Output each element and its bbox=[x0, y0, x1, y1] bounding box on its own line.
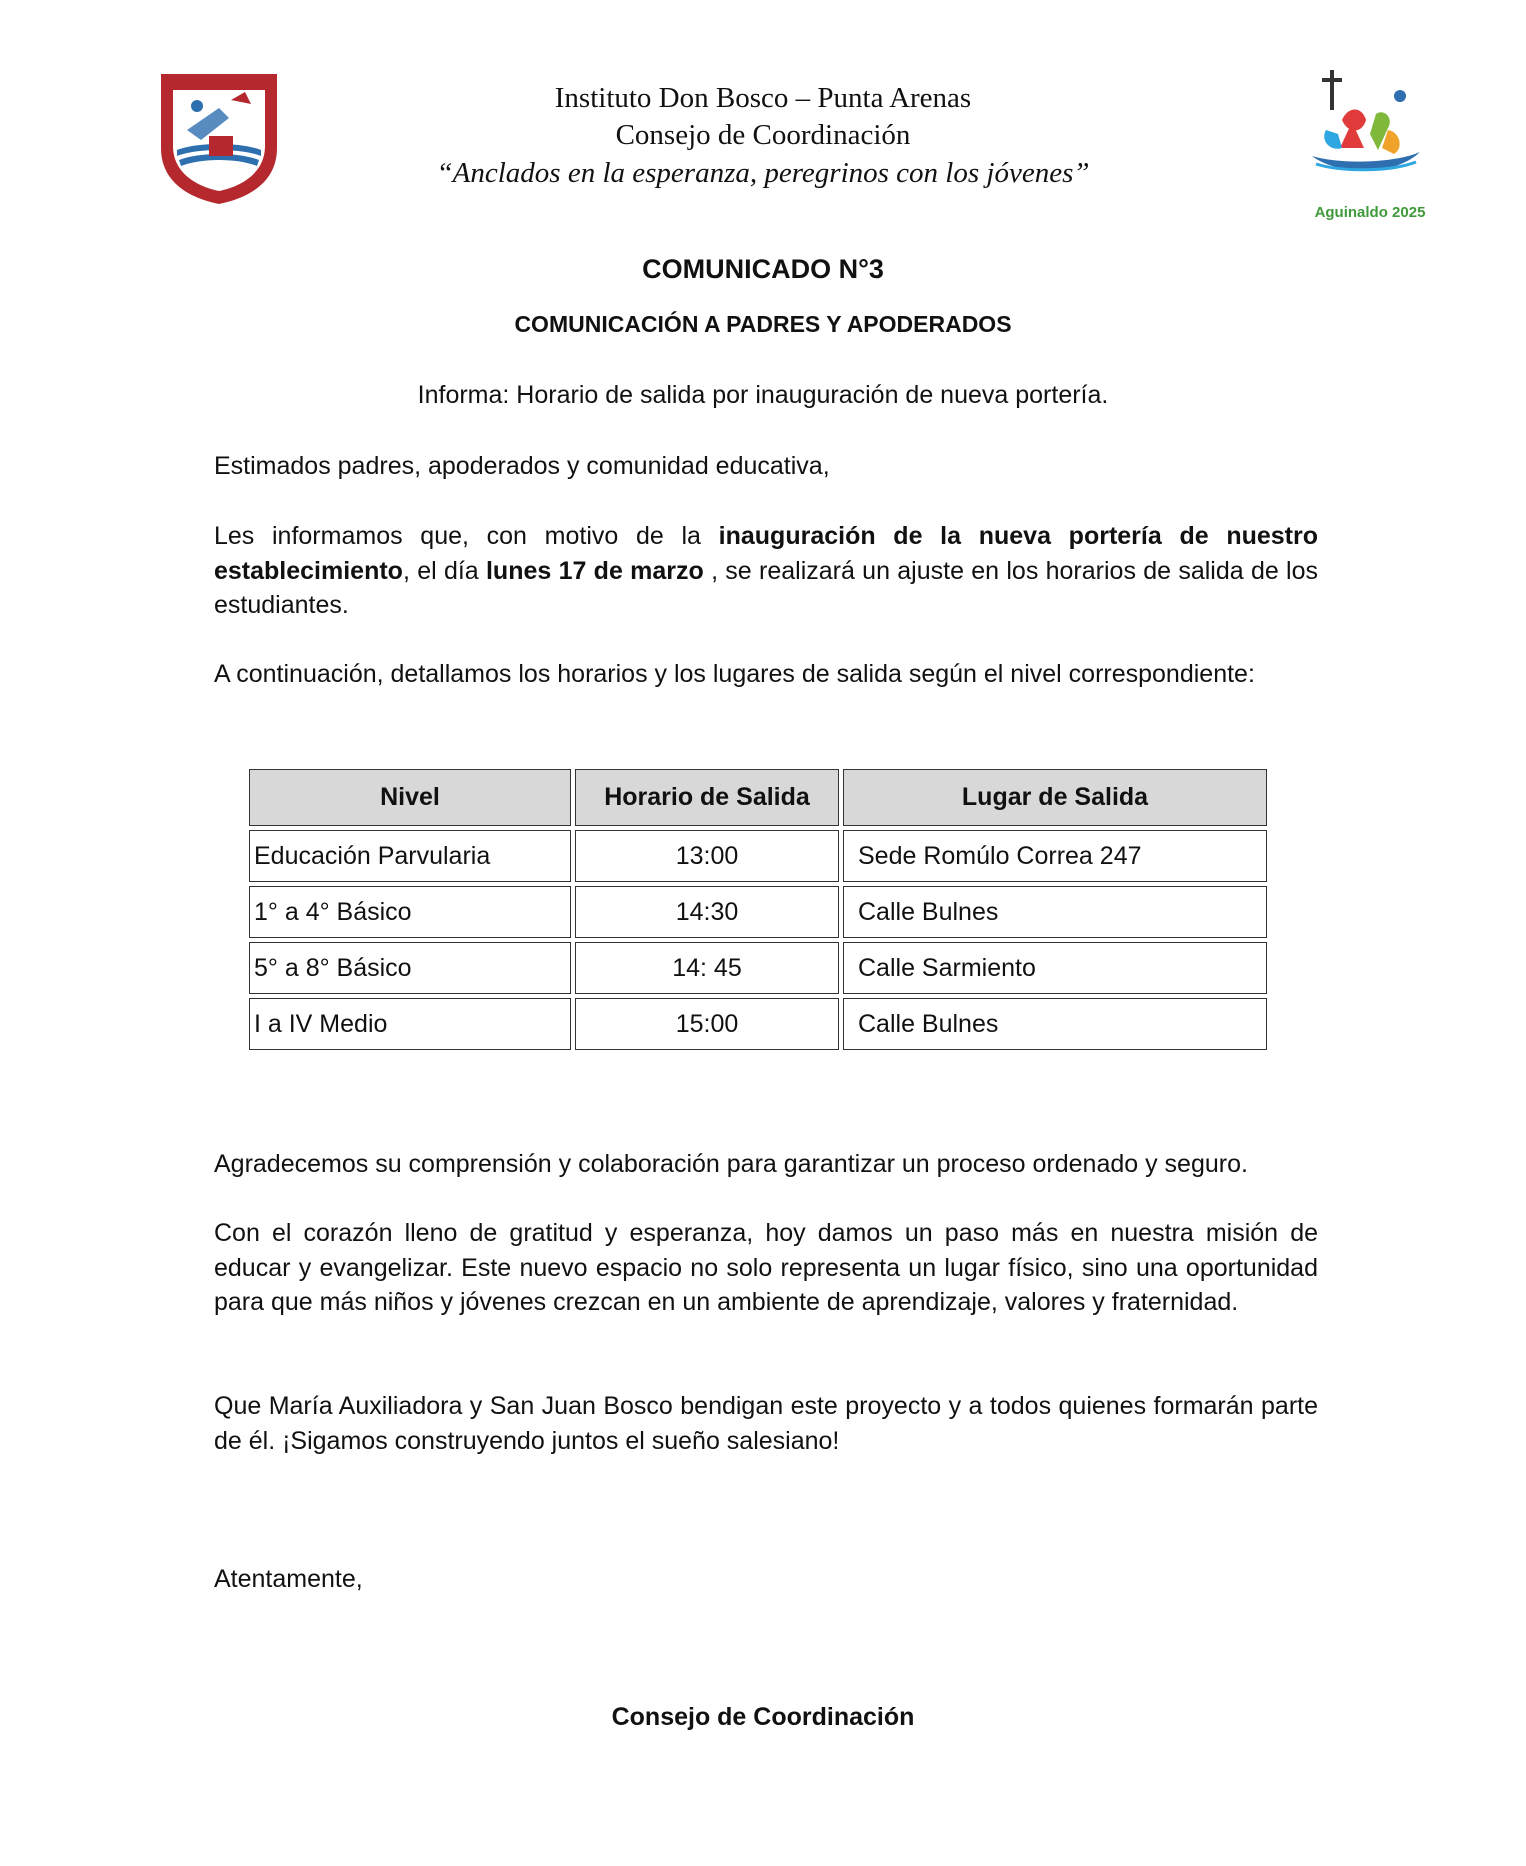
info-bold-date: lunes 17 de marzo bbox=[485, 556, 704, 585]
mission-paragraph: Con el corazón lleno de gratitud y esperanza, hoy damos un paso más en nuestra misión de educar y evangelizar. Este nuevo espacio no solo representa un lugar físico, sino una oportunidad para que más niños y jóvenes crezcan en un ambiente de aprendizaje, valores y fraternidad. bbox=[214, 1219, 1318, 1316]
school-name: Instituto Don Bosco – Punta Arenas bbox=[554, 82, 972, 114]
letterhead bbox=[380, 80, 1146, 192]
cell-horario: 13:00 bbox=[575, 830, 839, 882]
council-name: Consejo de Coordinación bbox=[615, 119, 911, 151]
table-row bbox=[249, 998, 1267, 1050]
informa-line: Informa: Horario de salida por inauguración de nueva portería. bbox=[417, 381, 1109, 409]
info-text-2: , el día bbox=[402, 556, 486, 585]
blessing-paragraph: Que María Auxiliadora y San Juan Bosco bendigan este proyecto y a todos quienes formarán parte de él. ¡Sigamos construyendo juntos el sueño salesiano! bbox=[214, 1392, 1318, 1455]
info-text-1: Les informamos que, con motivo de la bbox=[214, 522, 719, 550]
header-nivel: Nivel bbox=[249, 769, 571, 826]
cell-lugar: Calle Sarmiento bbox=[843, 942, 1267, 994]
aguinaldo-logo bbox=[1292, 48, 1442, 260]
info-bold-event: inauguración de la nueva portería de nuestro establecimiento bbox=[214, 522, 1319, 585]
school-crest-logo bbox=[157, 70, 281, 206]
communique-subtitle: COMUNICACIÓN A PADRES Y APODERADOS bbox=[514, 311, 1012, 337]
schedule-table bbox=[245, 765, 1271, 1054]
continuation-paragraph: A continuación, detallamos los horarios y los lugares de salida según el nivel correspondiente: bbox=[214, 660, 1255, 688]
info-paragraph bbox=[214, 519, 1318, 623]
aguinaldo-caption: Aguinaldo 2025 bbox=[1314, 204, 1426, 221]
cell-lugar: Sede Romúlo Correa 247 bbox=[843, 830, 1267, 882]
table-row bbox=[249, 830, 1267, 882]
signature: Consejo de Coordinación bbox=[611, 1703, 915, 1731]
cell-nivel: 5° a 8° Básico bbox=[249, 942, 571, 994]
cell-nivel: 1° a 4° Básico bbox=[249, 886, 571, 938]
closing: Atentamente, bbox=[214, 1565, 363, 1593]
cell-lugar: Calle Bulnes bbox=[843, 886, 1267, 938]
table-header-row bbox=[249, 769, 1267, 826]
cell-nivel: I a IV Medio bbox=[249, 998, 571, 1050]
school-motto: “Anclados en la esperanza, peregrinos con los jóvenes” bbox=[436, 157, 1090, 189]
cell-horario: 14:30 bbox=[575, 886, 839, 938]
cell-nivel: Educación Parvularia bbox=[249, 830, 571, 882]
communique-title: COMUNICADO N°3 bbox=[642, 254, 884, 284]
table-row bbox=[249, 886, 1267, 938]
greeting: Estimados padres, apoderados y comunidad educativa, bbox=[214, 452, 830, 480]
cell-lugar: Calle Bulnes bbox=[843, 998, 1267, 1050]
table-row bbox=[249, 942, 1267, 994]
cell-horario: 14: 45 bbox=[575, 942, 839, 994]
info-text-3: , se realizará un ajuste en los horarios de salida de los estudiantes. bbox=[214, 556, 1318, 619]
header-lugar: Lugar de Salida bbox=[843, 769, 1267, 826]
header-horario: Horario de Salida bbox=[575, 769, 839, 826]
thanks-paragraph: Agradecemos su comprensión y colaboración para garantizar un proceso ordenado y seguro. bbox=[214, 1150, 1248, 1178]
cell-horario: 15:00 bbox=[575, 998, 839, 1050]
